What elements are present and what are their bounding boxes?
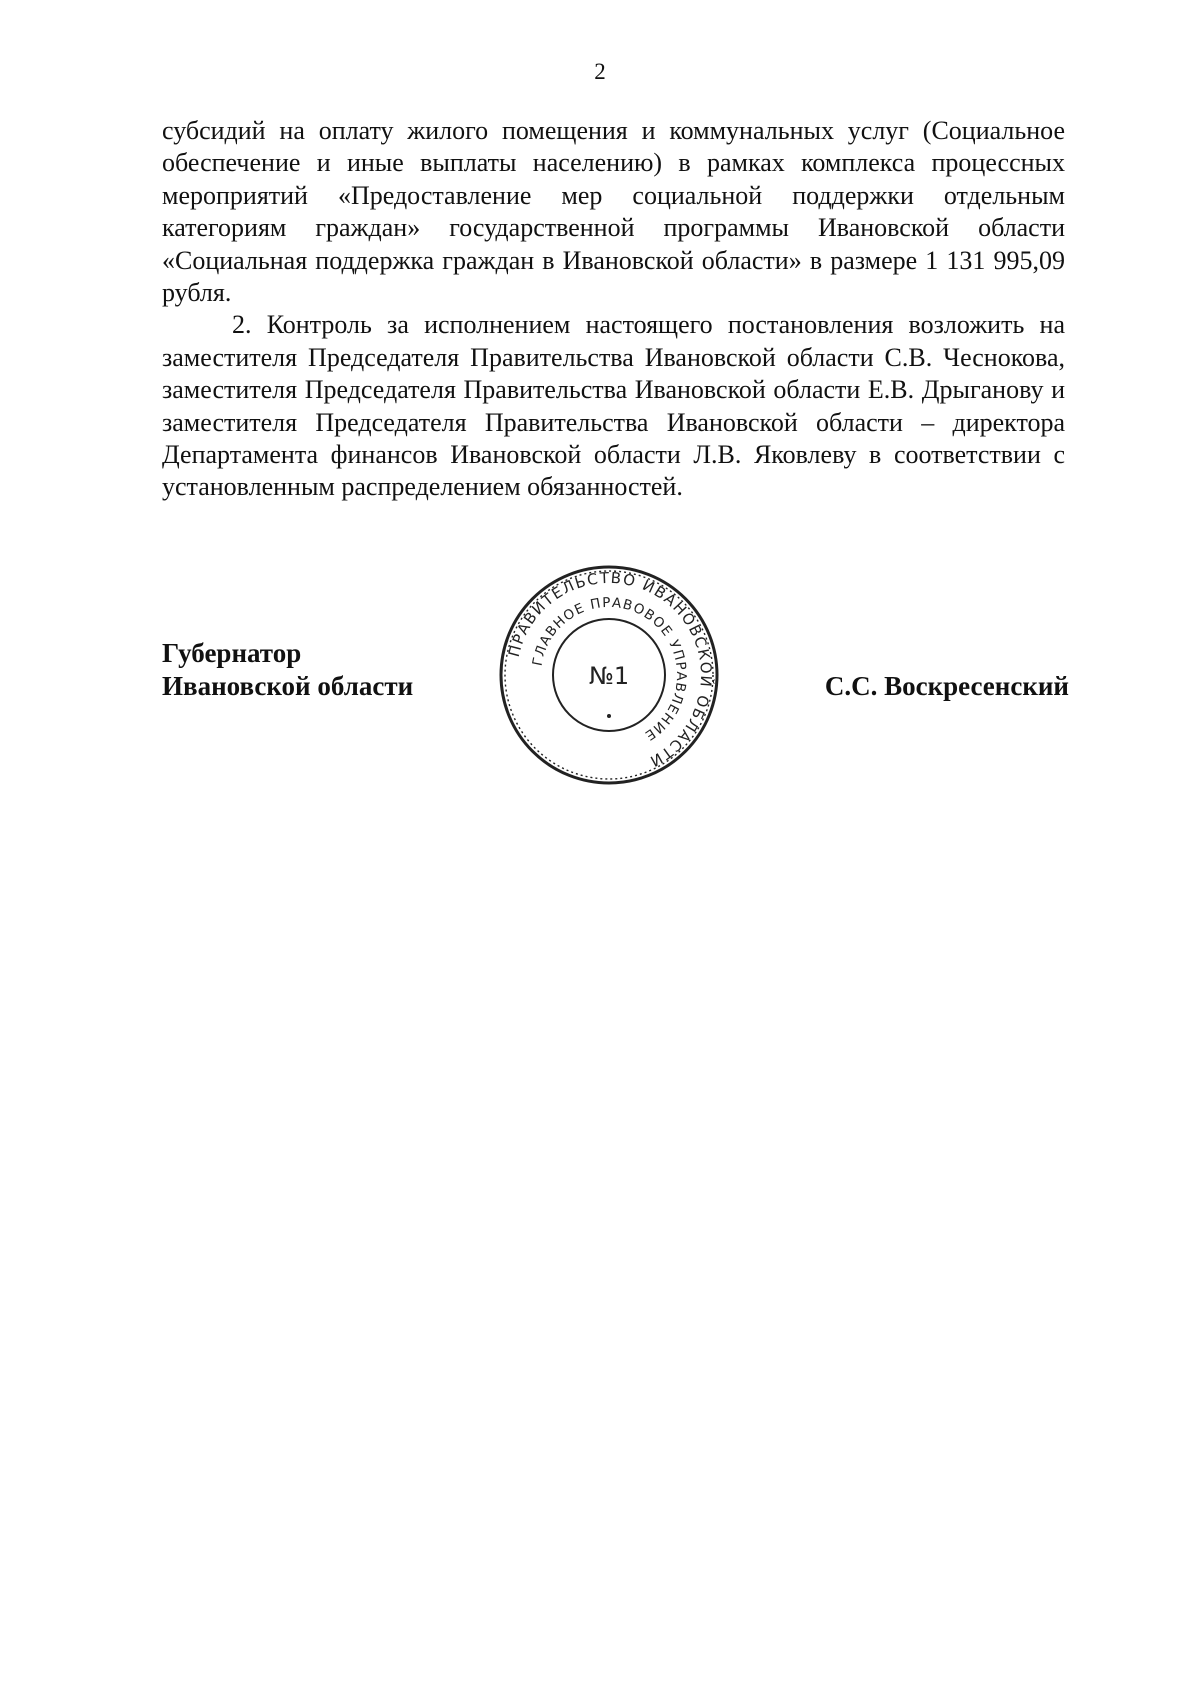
stamp-outer-text: ПРАВИТЕЛЬСТВО ИВАНОВСКОЙ ОБЛАСТИ (504, 568, 716, 771)
page-number: 2 (594, 59, 606, 84)
stamp-seal-graphic (497, 563, 721, 787)
document-body (162, 115, 1065, 504)
stamp-inner-text: ГЛАВНОЕ ПРАВОВОЕ УПРАВЛЕНИЕ (529, 594, 690, 744)
paragraph-control: 2. Контроль за исполнением настоящего постановления возложить на заместителя Председателя Правительства Ивановской области С.В. Чеснокова, заместителя Председателя Правительства Ивановской области Е.В. Дрыганову и заместителя Председателя Правительства Ивановской области – директора Департамента финансов Ивановской области Л.В. Яковлеву в соответствии с установленным распределением обязанностей. (162, 310, 1065, 502)
paragraph-continuation: субсидий на оплату жилого помещения и коммунальных услуг (Социальное обеспечение и иные выплаты населению) в рамках комплекса процессных мероприятий «Предоставление мер социальной поддержки отдельным категориям граждан» государственной программы Ивановской области «Социальная поддержка граждан в Ивановской области» в размере 1 131 995,09 рубля. (162, 116, 1065, 308)
signatory-position-line1: Губернатор (162, 638, 302, 668)
signatory-name: С.С. Воскресенский (824, 671, 1069, 701)
stamp-number: №1 (588, 662, 630, 690)
official-stamp (497, 563, 721, 787)
signatory-position (162, 637, 413, 703)
signatory-position-line2: Ивановской области (162, 671, 414, 701)
